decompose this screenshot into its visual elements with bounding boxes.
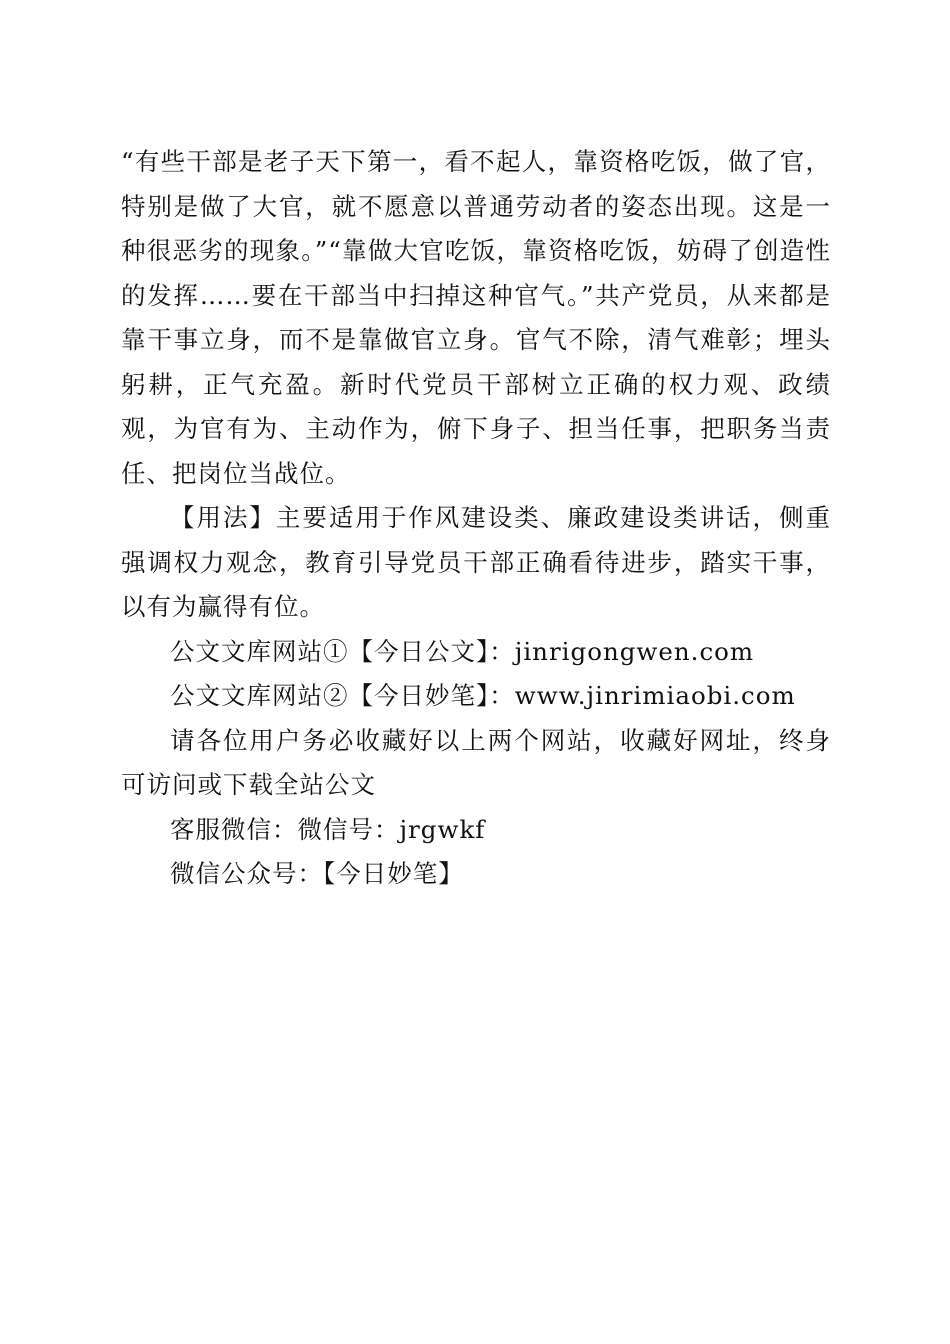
bookmark-notice: 请各位用户务必收藏好以上两个网站，收藏好网址，终身可访问或下载全站公文 (121, 725, 831, 799)
wechat-service-line: 客服微信：微信号：jrgwkf (170, 814, 486, 844)
document-page (121, 140, 831, 897)
website-2-line: 公文文库网站②【今日妙笔】：www.jinrimiaobi.com (170, 681, 796, 710)
website-1-line: 公文文库网站①【今日公文】：jinrigongwen.com (170, 636, 755, 666)
usage-paragraph: 【用法】主要适用于作风建设类、廉政建设类讲话，侧重强调权力观念，教育引导党员干部正确看待进步，踏实干事，以有为赢得有位。 (121, 503, 831, 621)
wechat-public-line: 微信公众号：【今日妙笔】 (170, 859, 464, 888)
quote-paragraph: “有些干部是老子天下第一，看不起人，靠资格吃饭，做了官，特别是做了大官，就不愿意以普通劳动者的姿态出现。这是一种很恶劣的现象。”“靠做大官吃饭，靠资格吃饭，妨碍了创造性的发挥……要在干部当中扫掉这种官气。”共产党员，从来都是靠干事立身，而不是靠做官立身。官气不除，清气难彰；埋头躬耕，正气充盈。新时代党员干部树立正确的权力观、政绩观，为官有为、主动作为，俯下身子、担当任事，把职务当责任、把岗位当战位。 (121, 147, 831, 488)
